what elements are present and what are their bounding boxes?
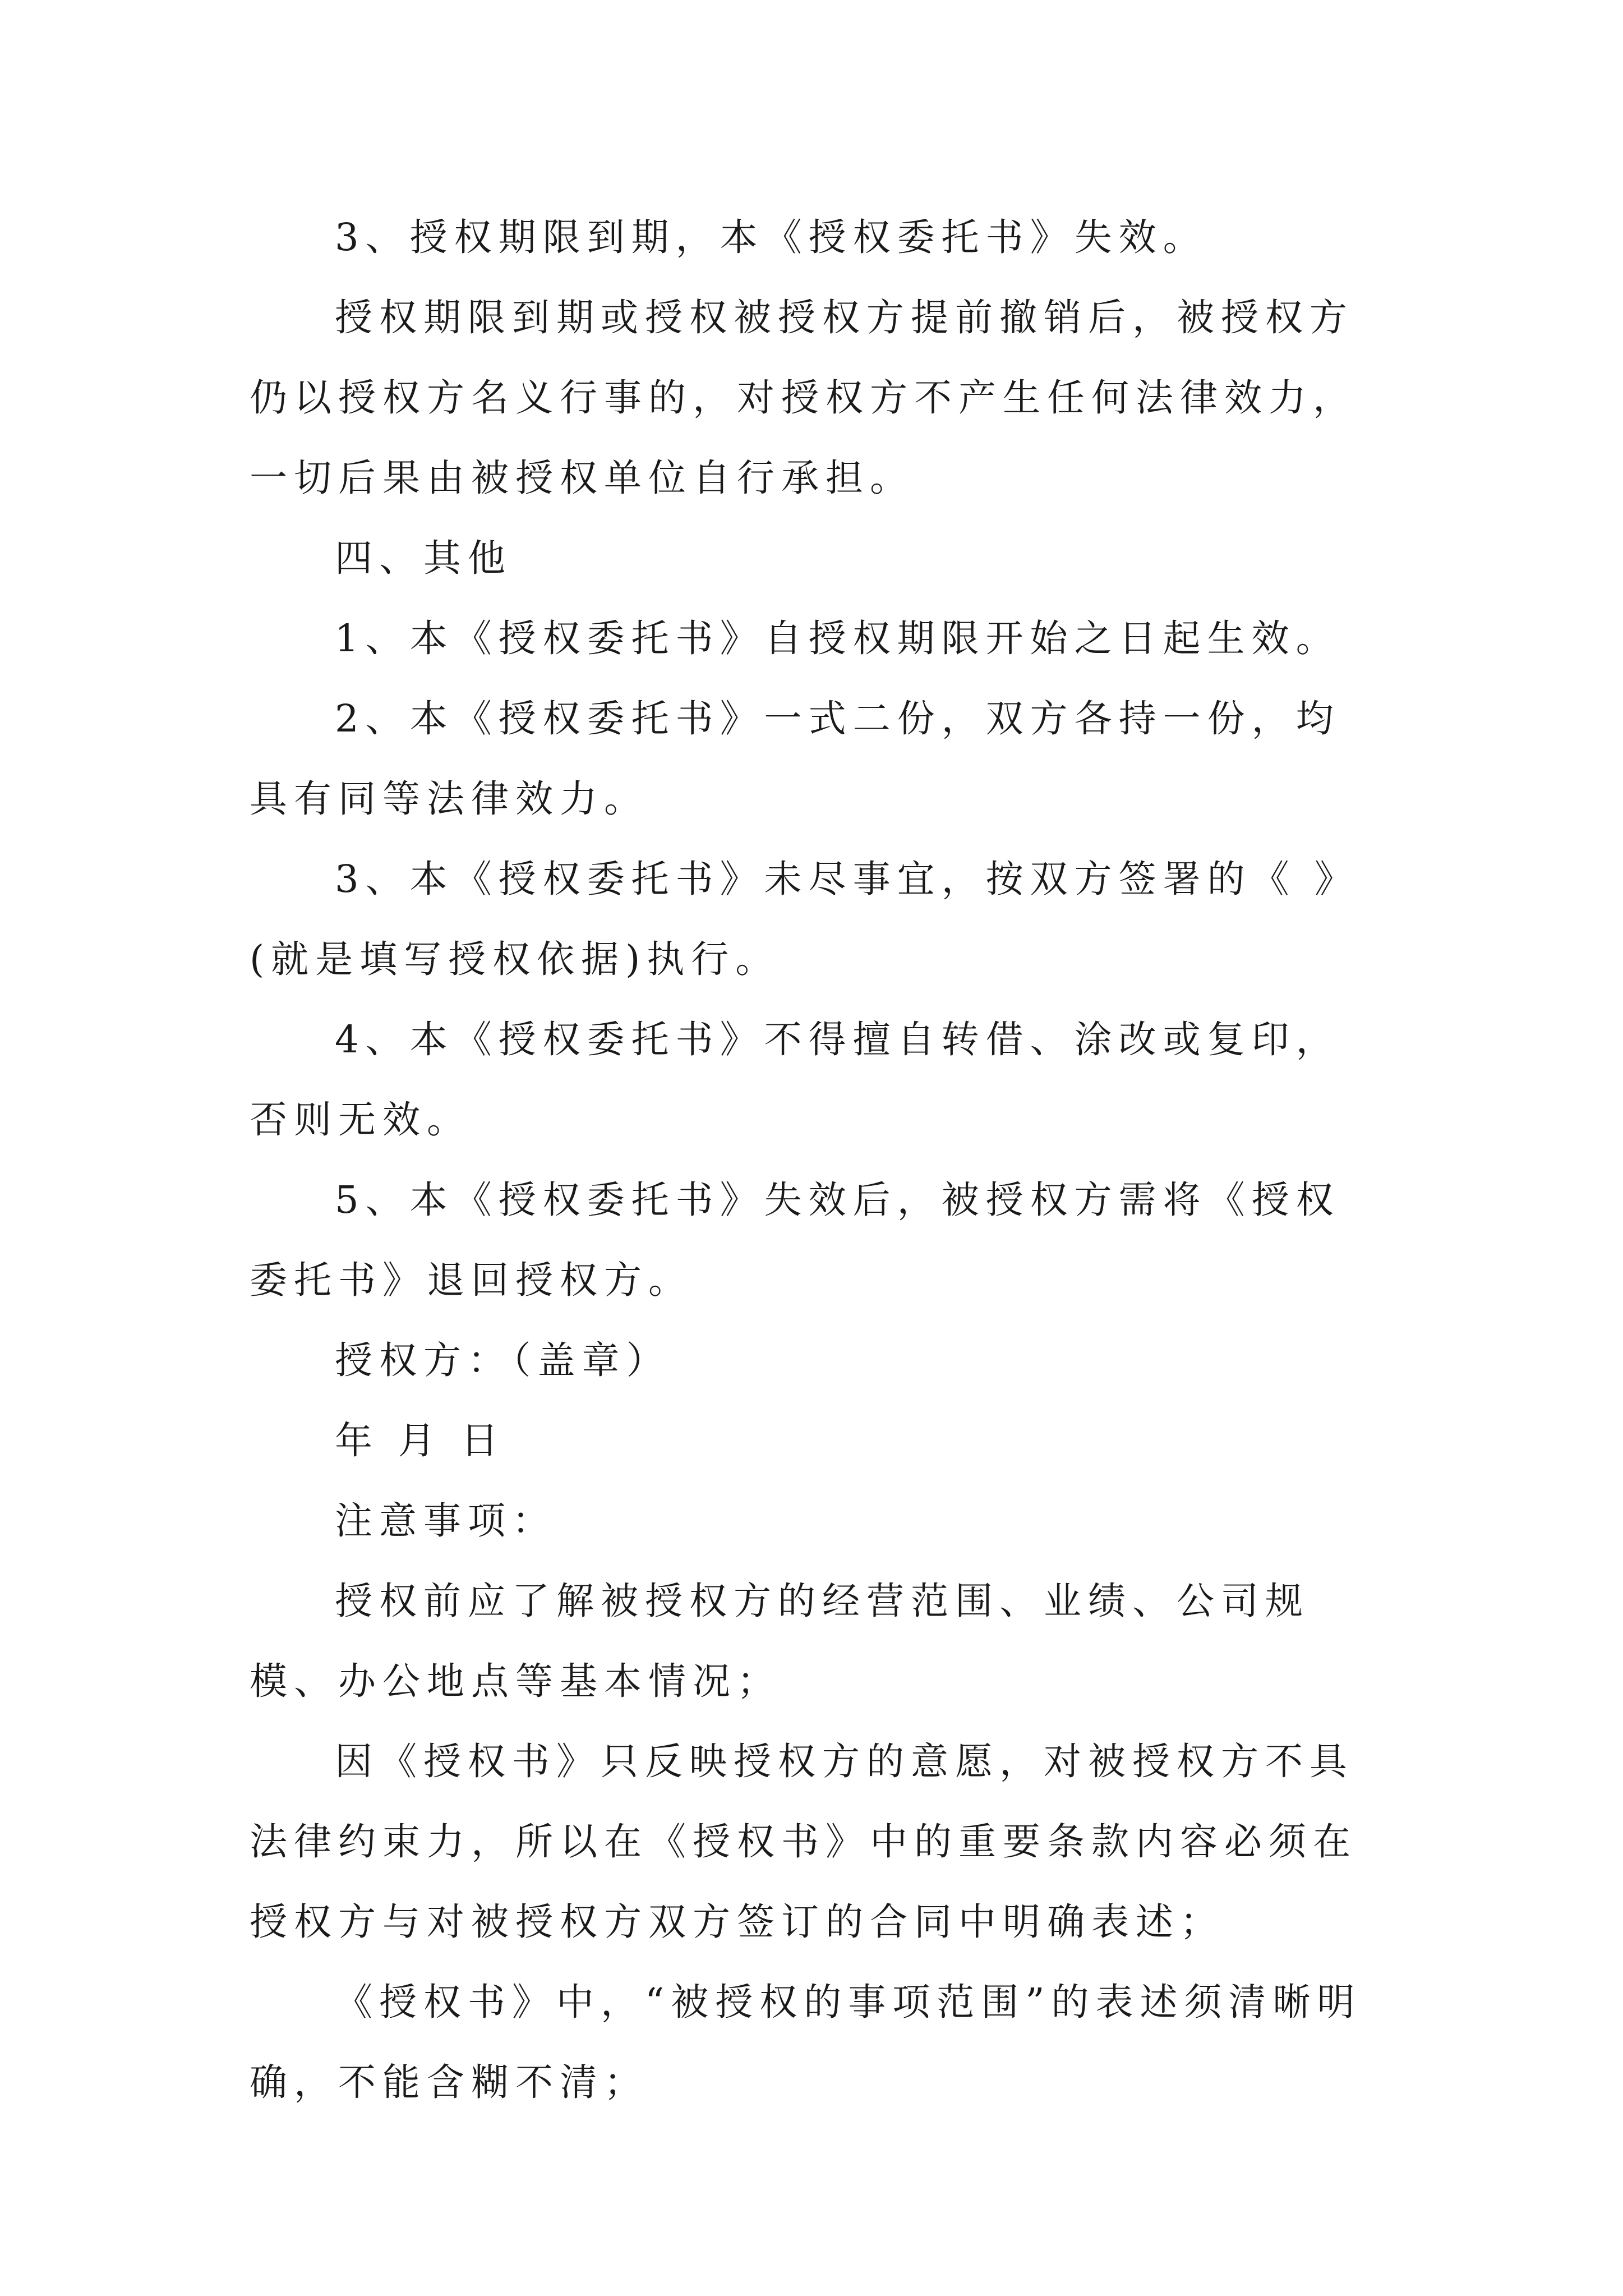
paragraph-copies: 2、本《授权委托书》一式二份，双方各持一份，均具有同等法律效力。: [250, 697, 1340, 821]
note-item-scope-clarity: 《授权书》中，“被授权的事项范围”的表述须清晰明确，不能含糊不清；: [250, 1980, 1362, 2104]
signature-line-grantor: 授权方：（盖章）: [335, 1338, 671, 1382]
paragraph-unresolved-matters: 3、本《授权委托书》未尽事宜，按双方签署的《 》(就是填写授权依据)执行。: [250, 857, 1359, 981]
note-item-contract-terms: 因《授权书》只反映授权方的意愿，对被授权方不具法律约束力，所以在《授权书》中的重要条款内容必须在授权方与对被授权方双方签订的合同中明确表述；: [250, 1740, 1357, 1944]
paragraph-no-transfer: 4、本《授权委托书》不得擅自转借、涂改或复印，否则无效。: [250, 1018, 1340, 1142]
note-item-background-check: 授权前应了解被授权方的经营范围、业绩、公司规模、办公地点等基本情况；: [250, 1579, 1310, 1703]
notes-heading: 注意事项：: [335, 1499, 556, 1543]
section-heading-other: 四、其他: [335, 536, 512, 580]
paragraph-expiry-clause: 3、授权期限到期，本《授权委托书》失效。: [335, 215, 1207, 259]
paragraph-return: 5、本《授权委托书》失效后，被授权方需将《授权委托书》退回授权方。: [250, 1178, 1340, 1302]
date-line: 年 月 日: [335, 1419, 505, 1462]
paragraph-after-expiry: 授权期限到期或授权被授权方提前撤销后，被授权方仍以授权方名义行事的，对授权方不产生任何法律效力，一切后果由被授权单位自行承担。: [250, 296, 1357, 500]
paragraph-effective-date: 1、本《授权委托书》自授权期限开始之日起生效。: [335, 616, 1340, 660]
document-body: [250, 197, 1382, 2123]
